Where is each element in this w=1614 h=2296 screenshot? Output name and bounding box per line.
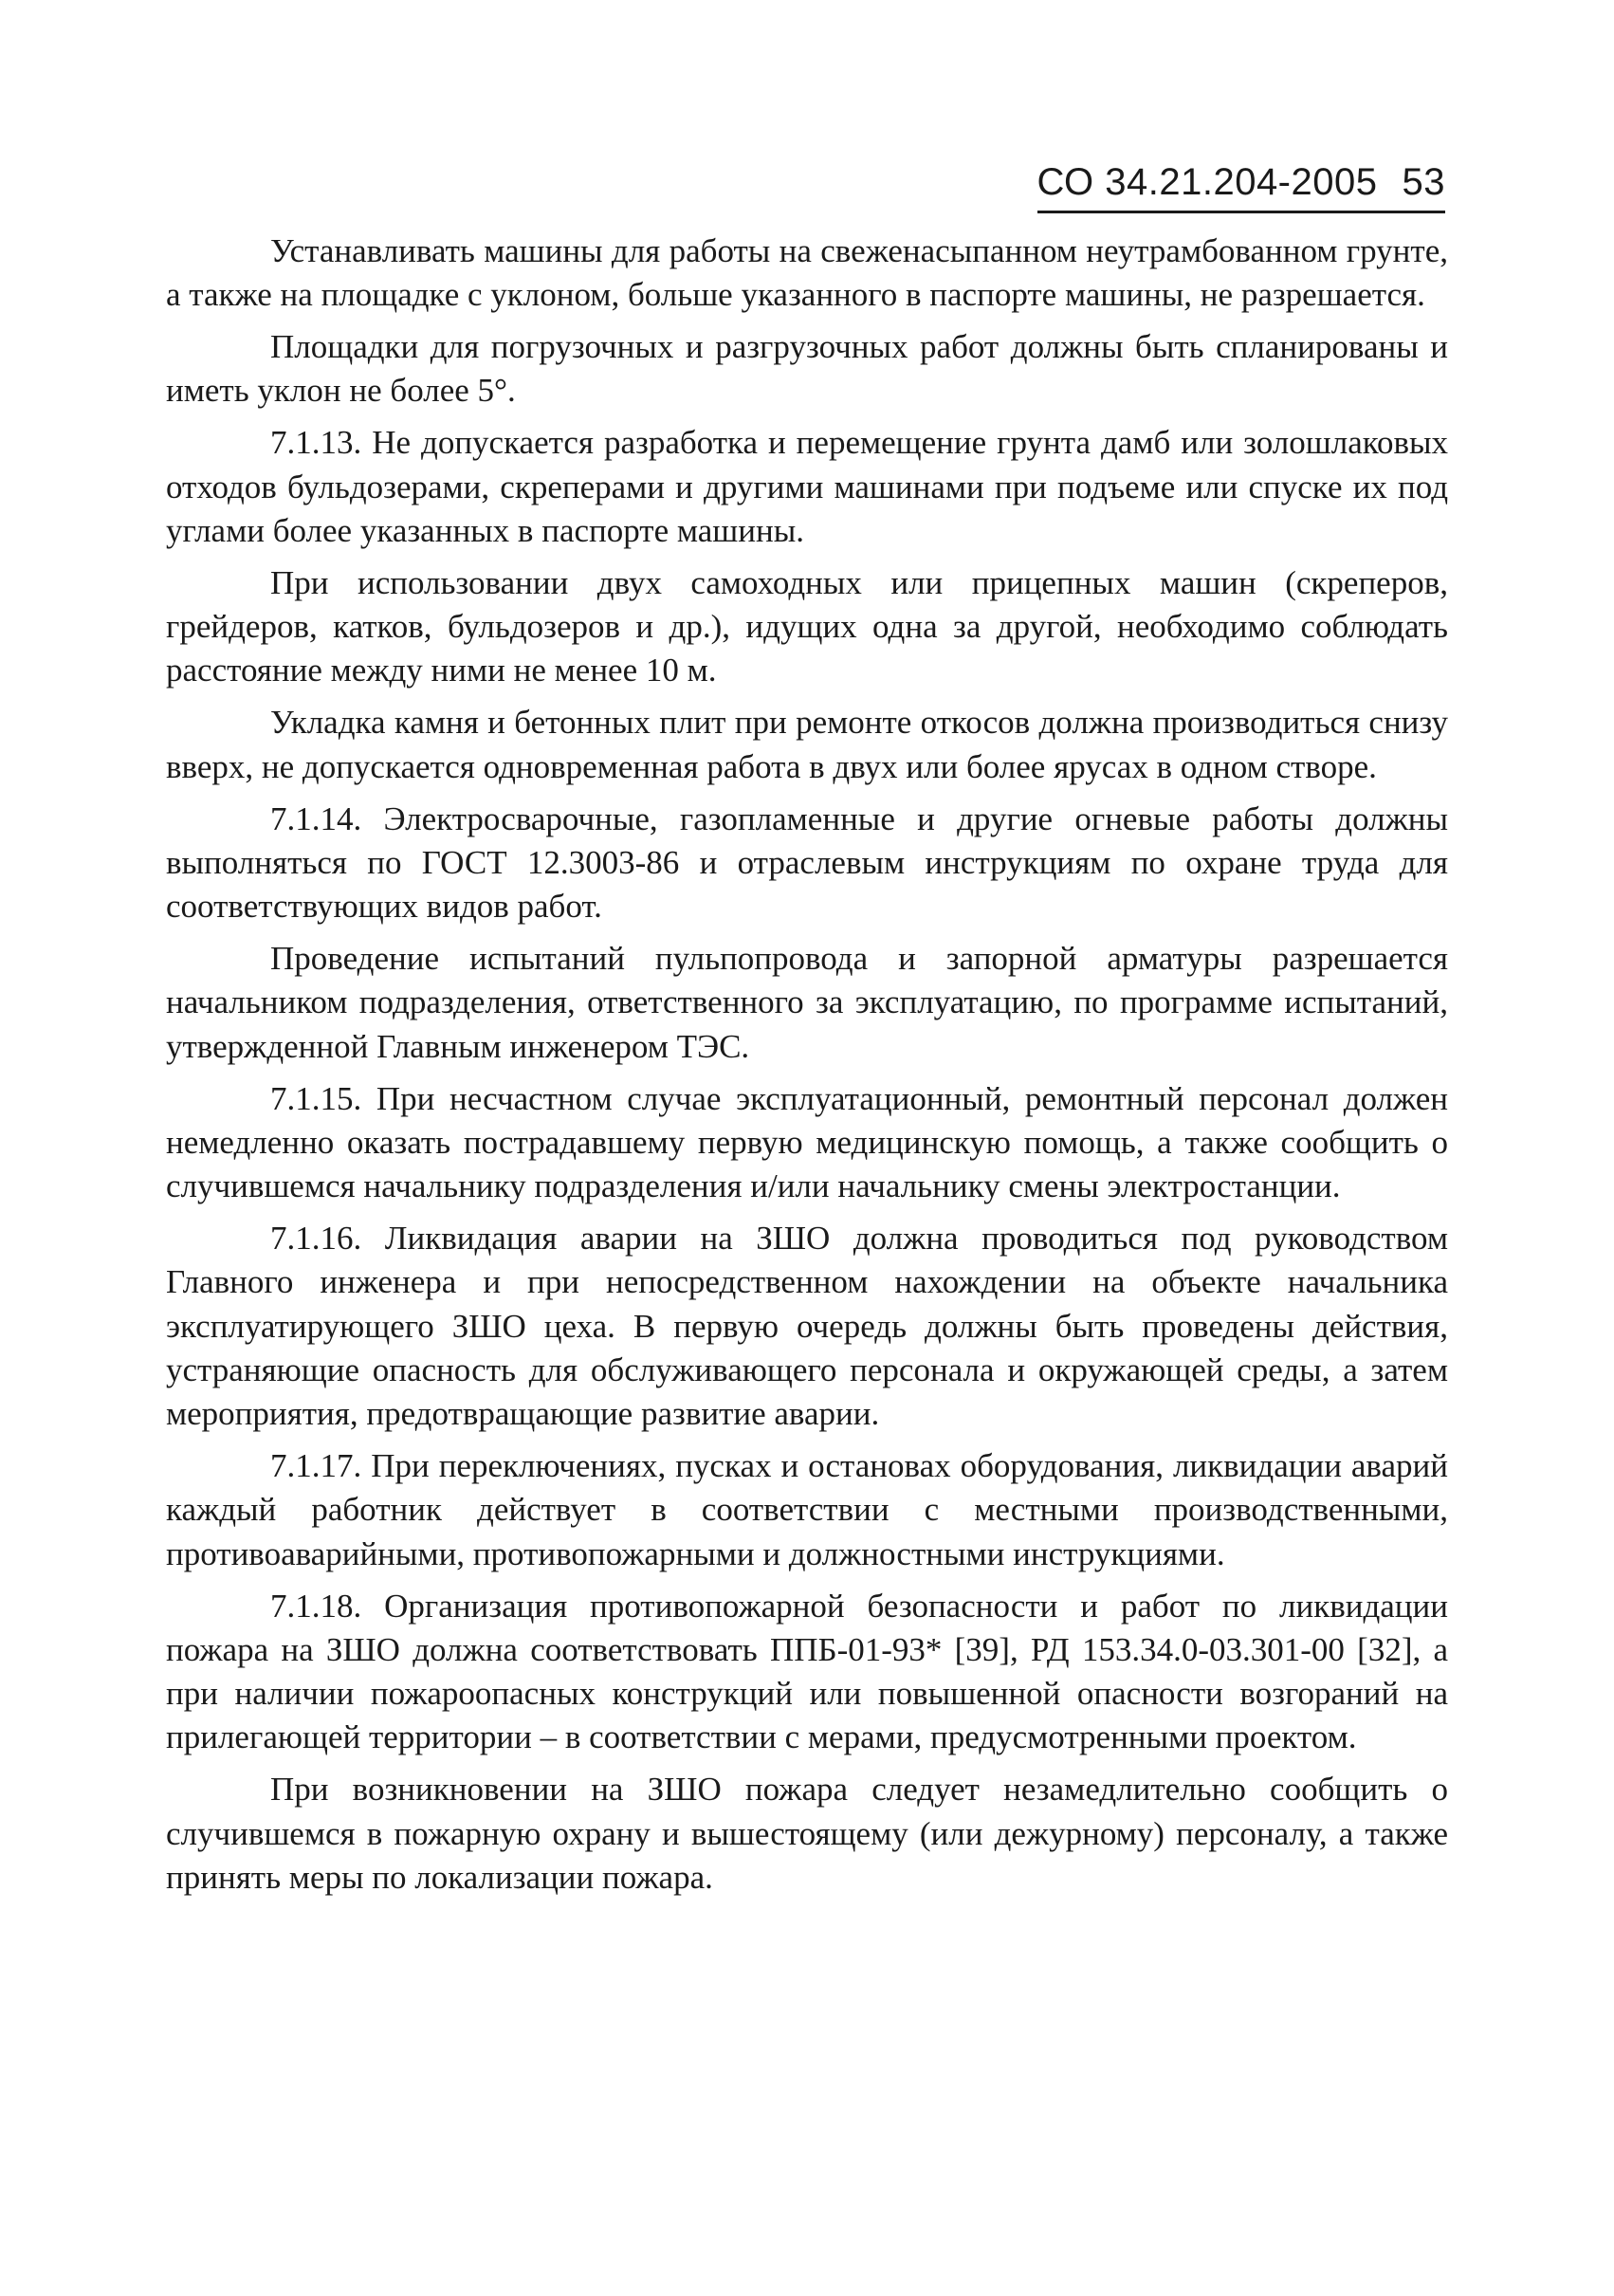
document-body <box>166 230 1448 1908</box>
paragraph: При возникновении на ЗШО пожара следует незамедлительно сообщить о случившемся в пожарную охрану и вышестоящему (или дежурному) персоналу, а также принять меры по локализации пожара. <box>166 1771 1448 1896</box>
paragraph: 7.1.16. Ликвидация аварии на ЗШО должна проводиться под руководством Главного инженера и при непосредственном нахождении на объекте начальника эксплуатирующего ЗШО цеха. В первую очередь должны быть проведены действия, устраняющие опасность для обслуживающего персонала и окружающей среды, а затем мероприятия, предотвращающие развитие аварии. <box>166 1219 1448 1433</box>
document-code: СО 34.21.204-2005 <box>1036 161 1378 203</box>
paragraph: Проведение испытаний пульпопровода и запорной арматуры разрешается начальником подразделения, ответственного за эксплуатацию, по программе испытаний, утвержденной Главным инженером ТЭС. <box>166 940 1448 1065</box>
paragraph: При использовании двух самоходных или прицепных машин (скреперов, грейдеров, катков, бульдозеров и др.), идущих одна за другой, необходимо соблюдать расстояние между ними не менее 10 м. <box>166 563 1448 689</box>
paragraph: 7.1.14. Электросварочные, газопламенные и другие огневые работы должны выполняться по ГОСТ 12.3003-86 и отраслевым инструкциям по охране труда для соответствующих видов работ. <box>166 799 1448 926</box>
paragraph: Площадки для погрузочных и разгрузочных работ должны быть спланированы и иметь уклон не более 5°. <box>166 328 1448 410</box>
paragraph: Укладка камня и бетонных плит при ремонте откосов должна производиться снизу вверх, не допускается одновременная работа в двух или более ярусах в одном створе. <box>166 704 1448 785</box>
running-header <box>1037 159 1446 213</box>
paragraph: Устанавливать машины для работы на свеженасыпанном неутрамбованном грунте, а также на площадке с уклоном, больше указанного в паспорте машины, не разрешается. <box>166 232 1448 314</box>
paragraph: 7.1.18. Организация противопожарной безопасности и работ по ликвидации пожара на ЗШО должна соответствовать ППБ-01-93* [39], РД 153.34.0-03.301-00 [32], а при наличии пожароопасных конструкций или повышенной опасности возгораний на прилегающей территории – в соответствии с мерами, предусмотренными проектом. <box>166 1587 1448 1756</box>
page-number: 53 <box>1402 161 1445 203</box>
paragraph: 7.1.13. Не допускается разработка и перемещение грунта дамб или золошлаковых отходов бульдозерами, скреперами и другими машинами при подъеме или спуске их под углами более указанных в паспорте машины. <box>166 424 1448 549</box>
paragraph: 7.1.15. При несчастном случае эксплуатационный, ремонтный персонал должен немедленно оказать пострадавшему первую медицинскую помощь, а также сообщить о случившемся начальнику подразделения и/или начальнику смены электростанции. <box>166 1079 1448 1205</box>
paragraph: 7.1.17. При переключениях, пусках и остановах оборудования, ликвидации аварий каждый работник действует в соответствии с местными производственными, противоаварийными, противопожарными и должностными инструкциями. <box>166 1447 1448 1572</box>
